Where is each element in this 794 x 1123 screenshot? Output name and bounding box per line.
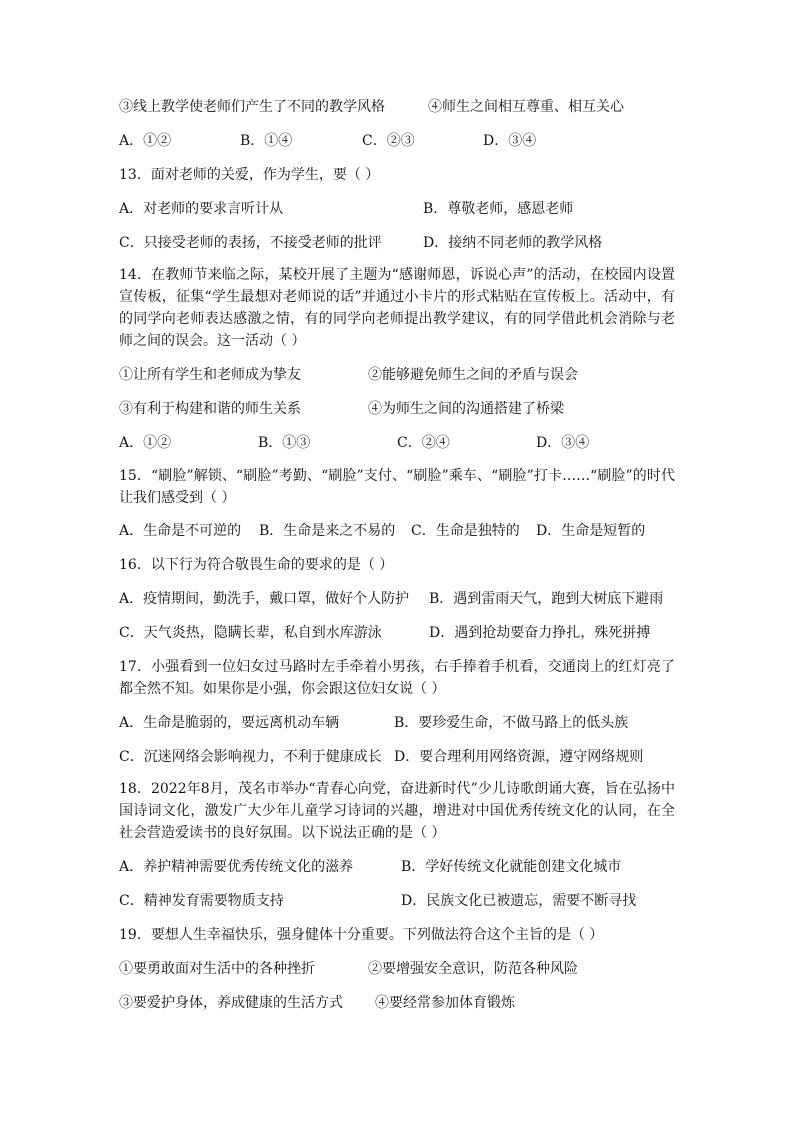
q12-option-c: C．②③ [362, 133, 415, 149]
q12-item-3: ③线上教学使老师们产生了不同的教学风格 [119, 99, 385, 115]
q13-option-c: C．只接受老师的表扬，不接受老师的批评 [119, 235, 382, 251]
q15-option-a: A．生命是不可逆的 [119, 523, 242, 539]
q14-option-c: C．②④ [397, 435, 450, 451]
q14-item-2: ②能够避免师生之间的矛盾与误会 [368, 367, 578, 383]
q15-stem: 15．“刷脸”解锁、“刷脸”考勤、“刷脸”支付、“刷脸”乘车、“刷脸”打卡……“刷脸”的时代让我们感受到（ ） [119, 468, 675, 506]
q13-option-a: A．对老师的要求言听计从 [119, 201, 284, 217]
q18-stem: 18．2022年8月，茂名市举办“青春心向党，奋进新时代”少儿诗歌朗诵大赛，旨在弘扬中国诗词文化，激发广大少年儿童学习诗词的兴趣，增进对中国优秀传统文化的认同，在全社会营造爱读书的良好氛围。以下说法正确的是（ ） [119, 781, 675, 841]
q19-stem: 19．要想人生幸福快乐，强身健体十分重要。下列做法符合这个主旨的是（ ） [119, 927, 604, 943]
q15-option-d: D．生命是短暂的 [536, 523, 646, 539]
q14-option-d: D．③④ [536, 435, 590, 451]
q12-option-b: B．①④ [240, 133, 293, 149]
q17-option-d: D．要合理利用网络资源，遵守网络规则 [394, 749, 644, 765]
q16-option-d: D．遇到抢劫要奋力挣扎，殊死拼搏 [429, 625, 651, 641]
q15-option-b: B．生命是来之不易的 [259, 523, 396, 539]
q14-item-1: ①让所有学生和老师成为挚友 [119, 367, 301, 383]
q16-option-a: A．疫情期间，勤洗手，戴口罩，做好个人防护 [119, 591, 410, 607]
q12-option-a: A．①② [119, 133, 172, 149]
q17-stem: 17．小强看到一位妇女过马路时左手牵着小男孩，右手捧着手机看，交通岗上的红灯亮了都全然不知。如果你是小强，你会跟这位妇女说（ ） [119, 659, 675, 697]
q12-item-4: ④师生之间相互尊重、相互关心 [428, 99, 624, 115]
q19-item-4: ④要经常参加体育锻炼 [375, 995, 515, 1011]
q12-option-d: D．③④ [483, 133, 537, 149]
q16-option-c: C．天气炎热，隐瞒长辈，私自到水库游泳 [119, 625, 382, 641]
q18-option-a: A．养护精神需要优秀传统文化的滋养 [119, 859, 354, 875]
q13-option-d: D．接纳不同老师的教学风格 [423, 235, 603, 251]
q17-option-a: A．生命是脆弱的，要远离机动车辆 [119, 715, 340, 731]
q18-option-d: D．民族文化已被遗忘，需要不断寻找 [401, 893, 637, 909]
q17-option-c: C．沉迷网络会影响视力，不利于健康成长 [119, 749, 382, 765]
q13-option-b: B．尊敬老师，感恩老师 [423, 201, 574, 217]
q15-option-c: C．生命是独特的 [411, 523, 520, 539]
q17-option-b: B．要珍爱生命，不做马路上的低头族 [394, 715, 629, 731]
q19-item-3: ③要爱护身体，养成健康的生活方式 [119, 995, 343, 1011]
q16-option-b: B．遇到雷雨天气，跑到大树底下避雨 [429, 591, 664, 607]
q14-item-4: ④为师生之间的沟通搭建了桥梁 [368, 401, 564, 417]
q13-stem: 13．面对老师的关爱，作为学生，要（ ） [119, 167, 380, 183]
q19-item-2: ②要增强安全意识，防范各种风险 [368, 961, 578, 977]
q18-option-c: C．精神发育需要物质支持 [119, 893, 284, 909]
q16-stem: 16．以下行为符合敬畏生命的要求的是（ ） [119, 557, 394, 573]
q19-item-1: ①要勇敢面对生活中的各种挫折 [119, 961, 315, 977]
q14-item-3: ③有利于构建和谐的师生关系 [119, 401, 301, 417]
q14-option-a: A．①② [119, 435, 172, 451]
q18-option-b: B．学好传统文化就能创建文化城市 [401, 859, 622, 875]
q14-stem: 14．在教师节来临之际，某校开展了主题为“感谢师恩，诉说心声”的活动，在校园内设置宣传板，征集“学生最想对老师说的话”并通过小卡片的形式粘贴在宣传板上。活动中，有的同学向老师表达感激之情，有的同学向老师提出教学建议，有的同学借此机会消除与老师之间的误会。这一活动（ ） [119, 267, 675, 349]
q14-option-b: B．①③ [258, 435, 311, 451]
